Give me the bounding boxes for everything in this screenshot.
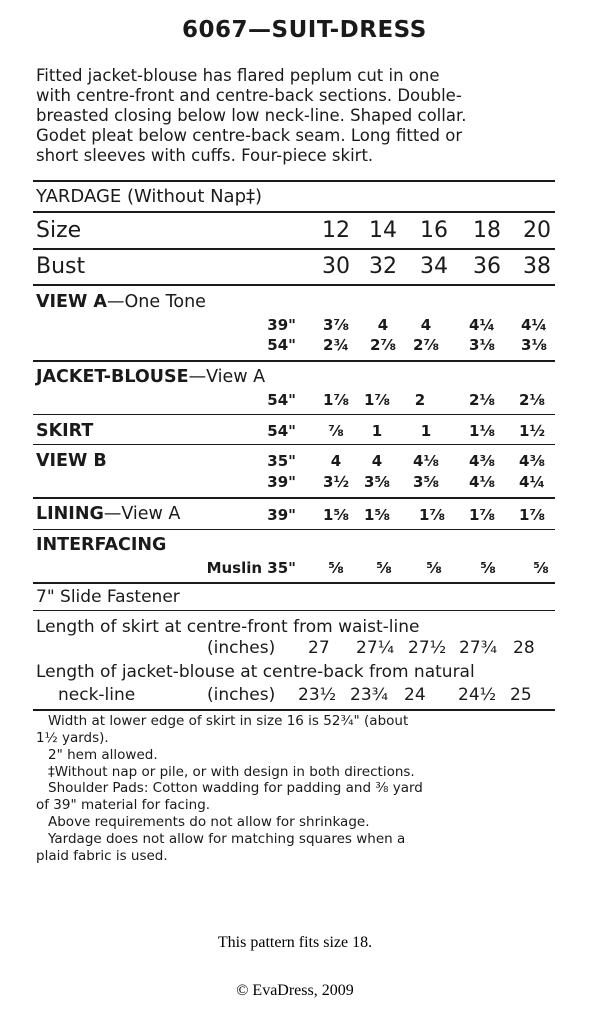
divider bbox=[33, 529, 555, 530]
yardage-value: 1⅞ bbox=[323, 391, 349, 409]
jacket-length-value: 23½ bbox=[298, 685, 337, 705]
fit-note: This pattern fits size 18. bbox=[217, 934, 373, 951]
jacket-blouse-heading bbox=[36, 367, 265, 387]
note-line: Above requirements do not allow for shrinkage. bbox=[48, 814, 370, 830]
divider bbox=[33, 211, 555, 213]
yardage-value: ⅝ bbox=[480, 559, 496, 577]
yardage-header: YARDAGE (Without Nap‡) bbox=[36, 186, 263, 207]
skirt-length-value: 27½ bbox=[408, 638, 447, 658]
skirt-length-value: 27¾ bbox=[459, 638, 498, 658]
yardage-value: ⅝ bbox=[533, 559, 549, 577]
yardage-value: 4¼ bbox=[519, 473, 545, 491]
fabric-width: 39" bbox=[267, 506, 296, 524]
jacket-length-unit: (inches) bbox=[207, 685, 276, 705]
size-value: 18 bbox=[473, 218, 501, 243]
yardage-value: 4⅜ bbox=[469, 452, 495, 470]
size-label: Size bbox=[36, 218, 82, 243]
fabric-width: 39" bbox=[267, 473, 296, 491]
skirt-length-unit: (inches) bbox=[207, 638, 276, 658]
yardage-value: 1⅞ bbox=[364, 391, 390, 409]
yardage-value: 1⅝ bbox=[323, 506, 349, 524]
fabric-width: 54" bbox=[267, 391, 296, 409]
yardage-value: 2⅞ bbox=[370, 336, 396, 354]
yardage-value: 1⅝ bbox=[364, 506, 390, 524]
yardage-value: 3⅝ bbox=[413, 473, 439, 491]
interfacing-label: INTERFACING bbox=[36, 535, 167, 555]
note-line: 1½ yards). bbox=[36, 730, 109, 746]
note-line: ‡Without nap or pile, or with design in both directions. bbox=[48, 764, 415, 780]
divider bbox=[33, 180, 555, 182]
description-line: Godet pleat below centre-back seam. Long fitted or bbox=[36, 126, 463, 145]
divider bbox=[33, 248, 555, 250]
skirt-length-value: 27 bbox=[308, 638, 330, 658]
divider bbox=[33, 444, 555, 445]
fabric-width: 54" bbox=[267, 336, 296, 354]
size-value: 20 bbox=[523, 218, 551, 243]
yardage-value: 4¼ bbox=[469, 316, 495, 334]
bust-value: 38 bbox=[523, 254, 551, 279]
yardage-value: 2⅞ bbox=[413, 336, 439, 354]
view-a-sub: —One Tone bbox=[106, 292, 206, 312]
yardage-value: 4 bbox=[377, 316, 389, 334]
description-line: Fitted jacket-blouse has flared peplum cut in one bbox=[36, 66, 440, 85]
jacket-length-value: 24 bbox=[404, 685, 426, 705]
fabric-width: 39" bbox=[267, 316, 296, 334]
bust-label: Bust bbox=[36, 254, 86, 279]
bust-value: 32 bbox=[369, 254, 397, 279]
yardage-value: ⅝ bbox=[426, 559, 442, 577]
yardage-value: 1⅞ bbox=[419, 506, 445, 524]
copyright: © EvaDress, 2009 bbox=[236, 982, 354, 999]
yardage-value: 1½ bbox=[519, 422, 545, 440]
view-a-heading bbox=[36, 292, 206, 312]
yardage-value: ⅝ bbox=[376, 559, 392, 577]
fabric-width: 54" bbox=[267, 422, 296, 440]
size-value: 12 bbox=[322, 218, 350, 243]
skirt-length-value: 28 bbox=[513, 638, 535, 658]
note-line: of 39" material for facing. bbox=[36, 797, 211, 813]
yardage-value: ⅝ bbox=[328, 559, 344, 577]
yardage-value: 2⅛ bbox=[469, 391, 495, 409]
yardage-value: 3⅝ bbox=[364, 473, 390, 491]
fabric-width: 35" bbox=[267, 452, 296, 470]
jacket-blouse-sub: —View A bbox=[188, 367, 266, 387]
divider bbox=[33, 709, 555, 711]
yardage-value: 3⅛ bbox=[521, 336, 547, 354]
jacket-blouse-label: JACKET-BLOUSE bbox=[36, 367, 189, 387]
divider bbox=[33, 610, 555, 611]
jacket-length-value: 25 bbox=[510, 685, 532, 705]
yardage-value: 4¼ bbox=[521, 316, 547, 334]
lining-heading bbox=[36, 504, 180, 524]
yardage-value: 4 bbox=[371, 452, 383, 470]
yardage-value: 1⅛ bbox=[469, 422, 495, 440]
note-line: Shoulder Pads: Cotton wadding for padding and ⅜ yard bbox=[48, 780, 423, 796]
yardage-value: 4⅜ bbox=[519, 452, 545, 470]
jacket-length-value: 24½ bbox=[458, 685, 497, 705]
yardage-value: 2⅛ bbox=[519, 391, 545, 409]
bust-value: 34 bbox=[420, 254, 448, 279]
yardage-value: 4 bbox=[420, 316, 432, 334]
note-line: Yardage does not allow for matching squares when a bbox=[48, 831, 406, 847]
yardage-value: ⅞ bbox=[328, 422, 344, 440]
view-b-label: VIEW B bbox=[36, 451, 107, 471]
divider bbox=[33, 360, 555, 362]
slide-fastener: 7" Slide Fastener bbox=[36, 587, 180, 607]
note-line: 2" hem allowed. bbox=[48, 747, 158, 763]
yardage-value: 1⅞ bbox=[469, 506, 495, 524]
yardage-value: 1 bbox=[371, 422, 383, 440]
divider bbox=[33, 284, 555, 286]
yardage-value: 2¾ bbox=[323, 336, 349, 354]
lining-sub: —View A bbox=[103, 504, 181, 524]
jacket-length-value: 23¾ bbox=[350, 685, 389, 705]
jacket-length-label: Length of jacket-blouse at centre-back from natural bbox=[36, 662, 475, 682]
jacket-length-label-cont: neck-line bbox=[58, 685, 136, 705]
divider bbox=[33, 414, 555, 415]
skirt-length-label: Length of skirt at centre-front from waist-line bbox=[36, 617, 420, 637]
divider bbox=[33, 497, 555, 499]
bust-value: 36 bbox=[473, 254, 501, 279]
yardage-value: 4⅛ bbox=[413, 452, 439, 470]
yardage-value: 1⅞ bbox=[519, 506, 545, 524]
yardage-value: 3½ bbox=[323, 473, 349, 491]
bust-value: 30 bbox=[322, 254, 350, 279]
size-value: 14 bbox=[369, 218, 397, 243]
interfacing-material: Muslin 35" bbox=[206, 559, 296, 577]
description-line: breasted closing below low neck-line. Shaped collar. bbox=[36, 106, 467, 125]
size-value: 16 bbox=[420, 218, 448, 243]
yardage-value: 1 bbox=[420, 422, 432, 440]
divider bbox=[33, 582, 555, 584]
skirt-label: SKIRT bbox=[36, 421, 94, 441]
yardage-value: 2 bbox=[414, 391, 426, 409]
note-line: plaid fabric is used. bbox=[36, 848, 168, 864]
lining-label: LINING bbox=[36, 504, 104, 524]
yardage-value: 4 bbox=[330, 452, 342, 470]
view-a-label: VIEW A bbox=[36, 292, 107, 312]
description-line: short sleeves with cuffs. Four-piece skirt. bbox=[36, 146, 374, 165]
description-line: with centre-front and centre-back sections. Double- bbox=[36, 86, 462, 105]
yardage-value: 3⅞ bbox=[323, 316, 349, 334]
yardage-value: 3⅛ bbox=[469, 336, 495, 354]
pattern-title: 6067—SUIT-DRESS bbox=[182, 17, 427, 43]
note-line: Width at lower edge of skirt in size 16 is 52¾" (about bbox=[48, 713, 409, 729]
skirt-length-value: 27¼ bbox=[356, 638, 395, 658]
yardage-value: 4⅛ bbox=[469, 473, 495, 491]
